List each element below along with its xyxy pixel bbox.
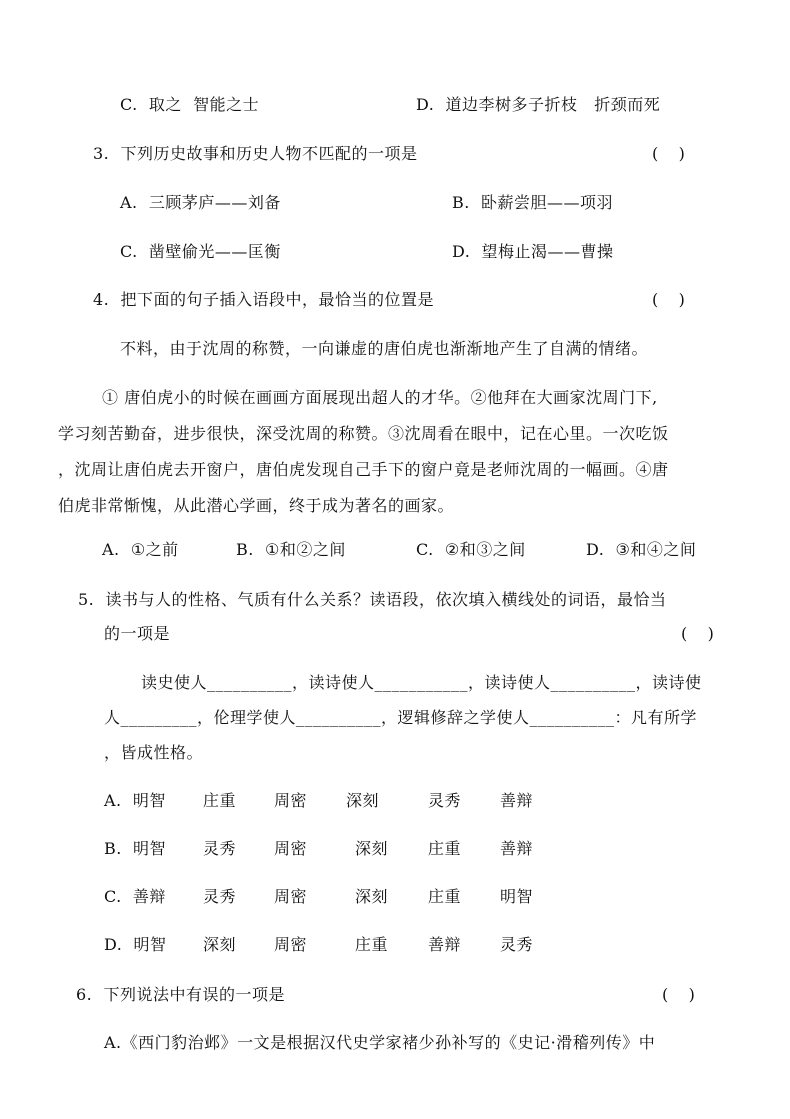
q5-option-c-word: 灵秀	[203, 887, 237, 906]
q5-option-d-label: D. 明智	[104, 935, 167, 954]
passage-line-4: 伯虎非常惭愧，从此潜心学画，终于成为著名的画家。	[58, 496, 455, 515]
q5-option-d-word: 深刻	[203, 935, 237, 954]
q5-option-a-word: 周密	[274, 791, 308, 810]
q5-option-a-word: 深刻	[346, 791, 380, 810]
q5-option-a-word: 庄重	[203, 791, 237, 810]
q5-option-a-word: 灵秀	[428, 791, 462, 810]
q3-option-b: B. 卧薪尝胆——项羽	[452, 193, 614, 212]
q4-option-d: D. ③和④之间	[586, 540, 697, 559]
q5-option-a-label: A. 明智	[104, 791, 166, 810]
passage-line-2: 学习刻苦勤奋，进步很快，深受沈周的称赞。③沈周看在眼中，记在心里。一次吃饭	[58, 424, 669, 443]
passage-line-3: ，沈周让唐伯虎去开窗户，唐伯虎发现自己手下的窗户竟是老师沈周的一幅画。④唐	[58, 460, 669, 479]
fill-blank-line-3: ，皆成性格。	[104, 743, 204, 762]
question-4: 4. 把下面的句子插入语段中，最恰当的位置是	[93, 290, 434, 309]
q5-option-d-word: 周密	[274, 935, 308, 954]
fill-blank-line-2: 人_________，伦理学使人__________，逻辑修辞之学使人__________：凡有所学	[104, 708, 698, 727]
q5-option-a-word: 善辩	[500, 791, 534, 810]
q5-option-b-word: 庄重	[428, 839, 462, 858]
q5-option-c-word: 深刻	[355, 887, 389, 906]
q3-option-a: A. 三顾茅庐——刘备	[120, 193, 281, 212]
q5-option-c-word: 周密	[274, 887, 308, 906]
question-5-cont: 的一项是	[104, 624, 171, 643]
question-6: 6. 下列说法中有误的一项是	[76, 985, 285, 1004]
question-5: 5. 读书与人的性格、气质有什么关系？读语段，依次填入横线处的词语，最恰当	[78, 590, 667, 609]
q5-option-b-word: 灵秀	[203, 839, 237, 858]
q5-option-d-word: 灵秀	[500, 935, 534, 954]
q6-option-a: A.《西门豹治邺》一文是根据汉代史学家褚少孙补写的《史记·滑稽列传》中	[104, 1033, 656, 1052]
q5-option-d-word: 庄重	[355, 935, 389, 954]
q5-option-c-word: 庄重	[428, 887, 462, 906]
q5-option-b-word: 善辩	[500, 839, 534, 858]
answer-bracket-5: ( )	[681, 624, 714, 643]
q5-option-c-word: 明智	[500, 887, 534, 906]
q5-option-c-label: C. 善辩	[104, 887, 166, 906]
q5-option-b-word: 周密	[274, 839, 308, 858]
answer-bracket-4: ( )	[652, 290, 685, 309]
q4-option-b: B. ①和②之间	[236, 540, 346, 559]
q5-option-b-word: 深刻	[355, 839, 389, 858]
passage-line-1: ① 唐伯虎小的时候在画画方面展现出超人的才华。②他拜在大画家沈周门下,	[102, 388, 658, 407]
q3-option-d: D. 望梅止渴——曹操	[452, 242, 614, 261]
q5-option-b-label: B. 明智	[104, 839, 167, 858]
answer-bracket-3: ( )	[652, 144, 685, 163]
q2-option-d: D. 道边李树多子折枝 折颈而死	[416, 95, 661, 114]
question-3: 3. 下列历史故事和历史人物不匹配的一项是	[93, 144, 418, 163]
q4-option-c: C. ②和③之间	[416, 540, 526, 559]
q3-option-c: C. 凿壁偷光——匡衡	[120, 242, 281, 261]
inserted-sentence: 不料，由于沈周的称赞，一向谦虚的唐伯虎也渐渐地产生了自满的情绪。	[120, 339, 649, 358]
q5-option-d-word: 善辩	[428, 935, 462, 954]
answer-bracket-6: ( )	[662, 985, 695, 1004]
q2-option-c: C. 取之 智能之士	[120, 95, 260, 114]
fill-blank-line-1: 读史使人__________，读诗使人___________，读诗使人__________，读诗使	[141, 673, 702, 692]
q4-option-a: A. ①之前	[102, 540, 179, 559]
